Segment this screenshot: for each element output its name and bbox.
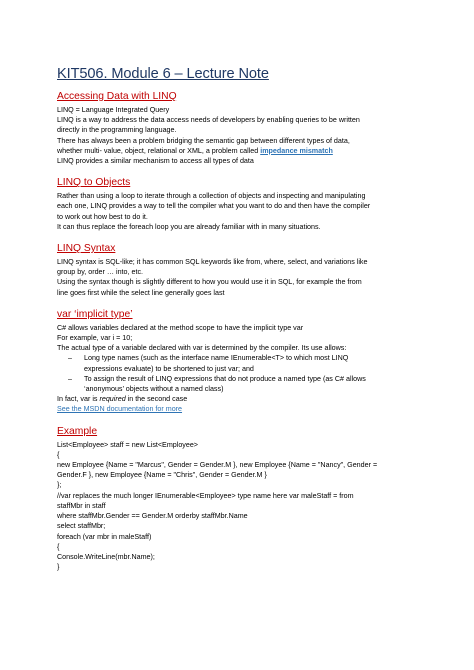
emphasis-text: required	[99, 395, 126, 404]
paragraph-line: to work out how best to do it.	[57, 212, 148, 221]
section-heading-accessing-data: Accessing Data with LINQ	[57, 91, 177, 102]
section-heading-linq-to-objects: LINQ to Objects	[57, 177, 131, 189]
list-item-line: expressions evaluate) to be shortened to just var; and	[84, 364, 254, 373]
paragraph-line: LINQ provides a similar mechanism to access all types of data	[57, 157, 254, 166]
paragraph-line: directly in the programming language.	[57, 126, 177, 135]
paragraph-line: LINQ is a way to address the data access needs of developers by enabling queries to be written	[57, 116, 360, 125]
paragraph-line: The actual type of a variable declared with var is determined by the compiler. Its use allows:	[57, 344, 347, 353]
page-title: KIT506. Module 6 – Lecture Note	[57, 66, 269, 82]
impedance-mismatch-link[interactable]: impedance mismatch	[260, 146, 333, 155]
code-example	[57, 440, 437, 573]
document-body	[57, 66, 437, 572]
code-line: }	[57, 563, 60, 572]
code-line: new Employee {Name = "Marcus", Gender = Gender.M }, new Employee {Name = "Nancy", Gender =	[57, 461, 378, 470]
paragraph-line: line goes first while the select line generally goes last	[57, 288, 225, 297]
paragraph-line: Using the syntax though is slightly different to how you would use it in SQL, for example the from	[57, 278, 362, 287]
paragraph-line: For example, var i = 10;	[57, 334, 133, 343]
code-line: };	[57, 481, 62, 490]
paragraph-line: There has always been a problem bridging the semantic gap between different types of data,	[57, 136, 350, 145]
paragraph-text: In fact, var is	[57, 395, 100, 404]
paragraph-line	[57, 146, 437, 156]
paragraph-line: each one, LINQ provides a way to tell the compiler what you want to do and then have the compiler	[57, 202, 371, 211]
code-line: foreach (var mbr in maleStaff)	[57, 532, 152, 541]
section-heading-var-implicit-type: var ‘implicit type’	[57, 308, 133, 320]
code-line: List<Employee> staff = new List<Employee>	[57, 440, 198, 449]
code-line: staffMbr in staff	[57, 501, 106, 510]
code-line: //var replaces the much longer IEnumerable<Employee> type name here var maleStaff = from	[57, 491, 354, 500]
dash-marker: –	[68, 354, 72, 363]
dash-list-item	[57, 374, 437, 394]
paragraph-text: whether multi- value, object, relational or XML, a problem called	[57, 146, 261, 155]
paragraph-line	[57, 404, 437, 414]
dash-marker: –	[68, 374, 72, 383]
code-line: select staffMbr;	[57, 522, 106, 531]
paragraph-line: It can thus replace the foreach loop you are already familiar with in many situations.	[57, 222, 321, 231]
list-item-line: Long type names (such as the interface name IEnumerable<T> to which most LINQ	[84, 354, 349, 363]
paragraph-text: in the second case	[125, 395, 188, 404]
list-item-line: ‘anonymous’ objects without a named class)	[84, 385, 224, 394]
dash-list-item	[57, 353, 437, 373]
code-line: Gender.F }, new Employee {Name = "Chris", Gender = Gender.M }	[57, 471, 267, 480]
paragraph-line: C# allows variables declared at the method scope to have the implicit type var	[57, 323, 304, 332]
code-line: Console.WriteLine(mbr.Name);	[57, 552, 155, 561]
section-heading-linq-syntax: LINQ Syntax	[57, 243, 116, 255]
paragraph-line: LINQ = Language Integrated Query	[57, 106, 170, 114]
paragraph-line: LINQ syntax is SQL-like; it has common SQL keywords like from, where, select, and variations like	[57, 258, 368, 267]
list-item-line: To assign the result of LINQ expressions that do not produce a named type (as C# allows	[84, 374, 366, 383]
code-line: where staffMbr.Gender == Gender.M orderby staffMbr.Name	[57, 512, 248, 521]
paragraph-line	[57, 394, 437, 404]
msdn-documentation-link[interactable]: See the MSDN documentation for more	[57, 405, 183, 414]
paragraph-line: Rather than using a loop to iterate through a collection of objects and inspecting and manipulating	[57, 192, 366, 201]
paragraph-line: group by, order … into, etc.	[57, 268, 143, 277]
code-line: {	[57, 450, 60, 459]
section-heading-example: Example	[57, 425, 98, 437]
code-line: {	[57, 542, 60, 551]
